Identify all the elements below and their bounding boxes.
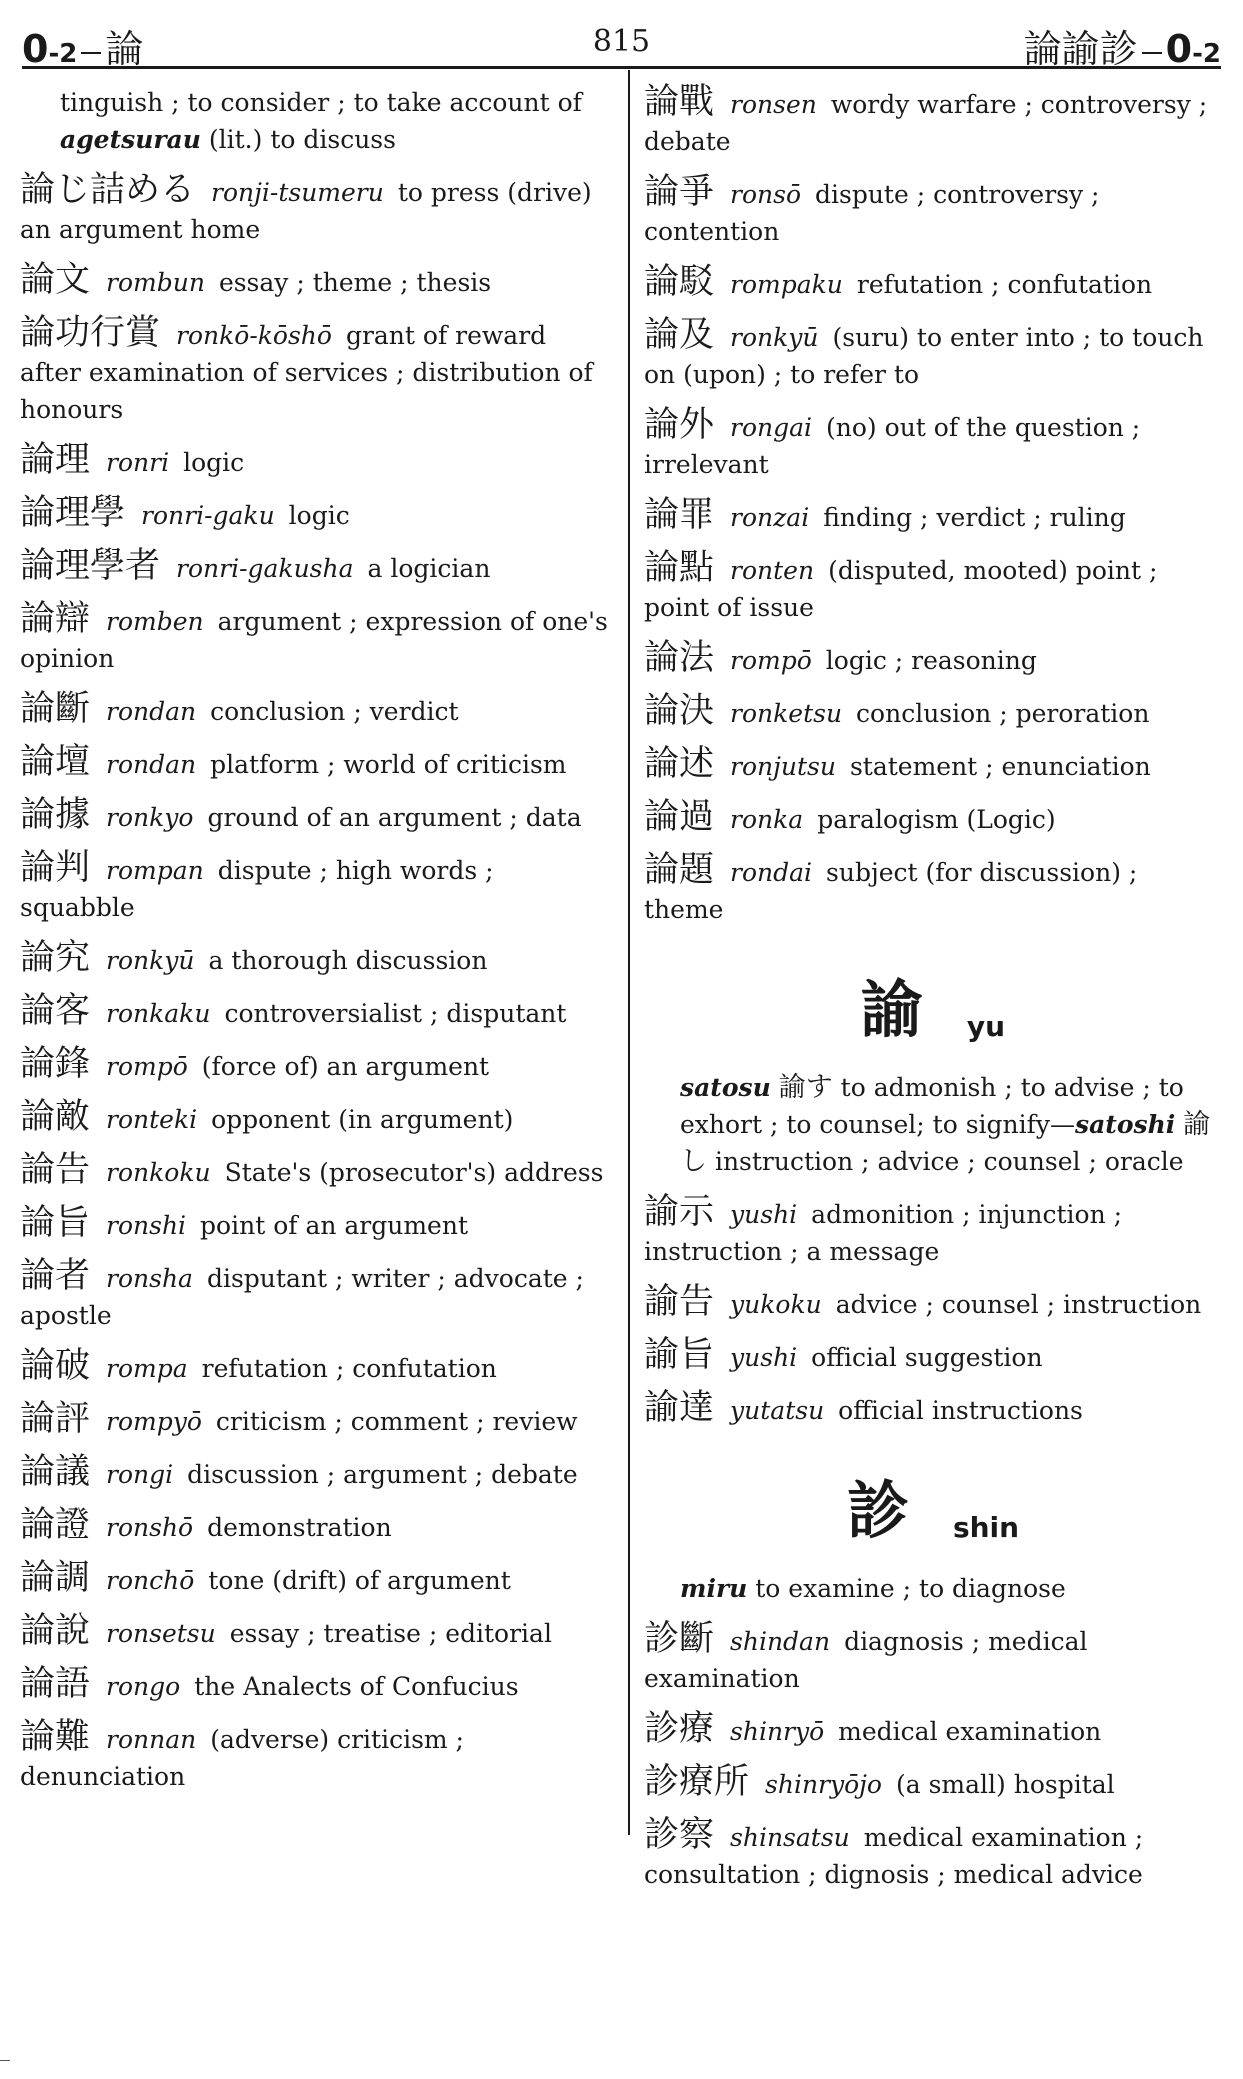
dictionary-entry bbox=[644, 799, 1222, 838]
entry-definition: medical examination bbox=[838, 1717, 1102, 1746]
header-left-kanji: 論 bbox=[105, 27, 144, 71]
entry-reading: ronnan bbox=[106, 1725, 197, 1754]
entry-definition: statement ; enunciation bbox=[849, 752, 1151, 781]
entry-definition: dispute ; high words ; squabble bbox=[20, 856, 494, 922]
header-right-code: 0-2 bbox=[1165, 27, 1221, 71]
entry-definition: demonstration bbox=[207, 1513, 392, 1542]
entry-headword: 論文 bbox=[20, 260, 91, 300]
entry-headword: 論敵 bbox=[20, 1097, 91, 1137]
entry-reading: ronsha bbox=[106, 1264, 193, 1293]
dictionary-entry bbox=[644, 1390, 1222, 1429]
entry-headword: 論究 bbox=[20, 938, 91, 978]
entry-reading: ronkaku bbox=[106, 999, 211, 1028]
dictionary-entry bbox=[644, 317, 1222, 393]
section-heading-shin bbox=[644, 1461, 1222, 1550]
dictionary-entry bbox=[20, 1507, 614, 1546]
entry-headword: 論理學者 bbox=[20, 546, 161, 586]
entry-definition: refutation ; confutation bbox=[856, 270, 1153, 299]
entry-definition: the Analects of Confucius bbox=[194, 1672, 519, 1701]
entry-headword: 論爭 bbox=[644, 172, 715, 212]
entry-headword: 論じ詰める bbox=[20, 170, 196, 210]
entry-definition: medical examination ; consultation ; dignosis ; medical advice bbox=[644, 1823, 1144, 1889]
dictionary-entry bbox=[20, 1719, 614, 1795]
dictionary-entry bbox=[644, 1764, 1222, 1803]
entry-headword: 論斷 bbox=[20, 689, 91, 729]
dictionary-entry bbox=[20, 1205, 614, 1244]
entry-headword: 論決 bbox=[644, 691, 715, 731]
entry-reading: rongi bbox=[106, 1460, 174, 1489]
entry-reading: shindan bbox=[730, 1627, 831, 1656]
entry-reading: yukoku bbox=[730, 1290, 822, 1319]
entry-headword: 論告 bbox=[20, 1150, 91, 1190]
entry-definition: disputant ; writer ; advocate ; apostle bbox=[20, 1264, 584, 1330]
dictionary-entry bbox=[20, 1152, 614, 1191]
dictionary-entry bbox=[20, 1099, 614, 1138]
entry-reading: ronshō bbox=[106, 1513, 194, 1542]
dictionary-entry bbox=[20, 744, 614, 783]
entry-reading: ronkō-kōshō bbox=[176, 321, 332, 350]
dictionary-entry bbox=[644, 264, 1222, 303]
entry-definition: conclusion ; peroration bbox=[856, 699, 1150, 728]
entry-definition: a thorough discussion bbox=[208, 946, 488, 975]
yu-entry-list bbox=[644, 1194, 1222, 1429]
entry-definition: refutation ; confutation bbox=[201, 1354, 497, 1383]
entry-reading: ronzai bbox=[730, 503, 810, 532]
dictionary-entry bbox=[20, 495, 614, 534]
dictionary-entry bbox=[644, 174, 1222, 250]
entry-reading: ronjutsu bbox=[730, 752, 836, 781]
dictionary-entry bbox=[20, 1258, 614, 1334]
entry-definition: to press (drive) an argument home bbox=[20, 178, 592, 244]
intro-term: miru bbox=[680, 1574, 748, 1603]
entry-definition: advice ; counsel ; instruction bbox=[835, 1290, 1202, 1319]
entry-headword: 論理學 bbox=[20, 493, 126, 533]
entry-reading: shinryō bbox=[730, 1717, 825, 1746]
continued-text: tinguish ; to consider ; to take account of bbox=[60, 88, 582, 117]
section-romaji: yu bbox=[966, 1010, 1006, 1043]
dictionary-entry bbox=[644, 1711, 1222, 1750]
entry-reading: yushi bbox=[730, 1343, 798, 1372]
entry-reading: ronsetsu bbox=[106, 1619, 216, 1648]
entry-definition: (a small) hospital bbox=[895, 1770, 1115, 1799]
entry-definition: admonition ; injunction ; instruction ; a message bbox=[644, 1200, 1123, 1266]
entry-reading: ronsō bbox=[730, 180, 801, 209]
entry-reading: shinryōjo bbox=[765, 1770, 882, 1799]
dictionary-entry bbox=[20, 1046, 614, 1085]
dictionary-entry bbox=[20, 172, 614, 248]
dictionary-entry bbox=[20, 1454, 614, 1493]
entry-reading: rondan bbox=[106, 750, 197, 779]
entry-definition: tone (drift) of argument bbox=[208, 1566, 511, 1595]
entry-headword: 論證 bbox=[20, 1505, 91, 1545]
entry-definition: criticism ; comment ; review bbox=[215, 1407, 578, 1436]
dictionary-entry bbox=[20, 1560, 614, 1599]
entry-headword: 論壇 bbox=[20, 742, 91, 782]
entry-headword: 論據 bbox=[20, 795, 91, 835]
entry-headword: 論理 bbox=[20, 440, 91, 480]
page-header bbox=[22, 14, 1221, 71]
entry-definition: official suggestion bbox=[811, 1343, 1043, 1372]
entry-definition: argument ; expression of one's opinion bbox=[20, 607, 608, 673]
intro-definition: to examine ; to diagnose bbox=[747, 1574, 1066, 1603]
entry-definition: paralogism (Logic) bbox=[817, 805, 1056, 834]
entry-headword: 諭旨 bbox=[644, 1335, 715, 1375]
dictionary-entry bbox=[644, 1284, 1222, 1323]
entry-headword: 論戰 bbox=[644, 82, 715, 122]
entry-headword: 論辯 bbox=[20, 599, 91, 639]
entry-reading: ronka bbox=[730, 805, 804, 834]
entry-headword: 診療所 bbox=[644, 1762, 750, 1802]
intro-definition: to admonish ; to advise ; to exhort ; to counsel; to signify— bbox=[680, 1073, 1184, 1139]
dictionary-entry bbox=[644, 746, 1222, 785]
entry-definition: opponent (in argument) bbox=[211, 1105, 514, 1134]
column-divider bbox=[628, 70, 630, 1835]
entry-headword: 論旨 bbox=[20, 1203, 91, 1243]
entry-reading: rondan bbox=[106, 697, 197, 726]
section-romaji: shin bbox=[952, 1511, 1020, 1544]
entry-reading: ronkyū bbox=[106, 946, 195, 975]
entry-reading: rompyō bbox=[106, 1407, 202, 1436]
entry-definition: diagnosis ; medical examination bbox=[644, 1627, 1088, 1693]
dictionary-entry bbox=[20, 1348, 614, 1387]
continued-entry bbox=[20, 84, 614, 158]
dictionary-entry bbox=[20, 442, 614, 481]
entry-definition: subject (for discussion) ; theme bbox=[644, 858, 1138, 924]
entry-definition: finding ; verdict ; ruling bbox=[823, 503, 1126, 532]
dictionary-entry bbox=[644, 852, 1222, 928]
entry-reading: rompa bbox=[106, 1354, 188, 1383]
entry-definition: (force of) an argument bbox=[201, 1052, 490, 1081]
intro-kanji: 諭す bbox=[778, 1072, 833, 1103]
ron-entry-list bbox=[644, 84, 1222, 928]
entry-reading: ronkyū bbox=[730, 323, 819, 352]
dictionary-entry bbox=[20, 315, 614, 428]
entry-reading: rompō bbox=[730, 646, 812, 675]
dictionary-entry bbox=[644, 550, 1222, 626]
entry-headword: 診療 bbox=[644, 1709, 715, 1749]
dictionary-entry bbox=[644, 84, 1222, 160]
entry-reading: rongo bbox=[106, 1672, 181, 1701]
dictionary-entry bbox=[20, 548, 614, 587]
shin-entry-list bbox=[644, 1621, 1222, 1893]
section-heading-yu bbox=[644, 960, 1222, 1049]
entry-headword: 論判 bbox=[20, 848, 91, 888]
dictionary-entry bbox=[20, 1666, 614, 1705]
entry-headword: 論及 bbox=[644, 315, 715, 355]
page-number: 815 bbox=[592, 24, 651, 59]
entry-headword: 論題 bbox=[644, 850, 715, 890]
entry-reading: yutatsu bbox=[730, 1396, 825, 1425]
section-intro-yu bbox=[644, 1069, 1222, 1180]
entry-definition: (no) out of the question ; irrelevant bbox=[644, 413, 1141, 479]
entry-definition: logic ; reasoning bbox=[825, 646, 1037, 675]
entry-headword: 論客 bbox=[20, 991, 91, 1031]
entry-reading: rondai bbox=[730, 858, 813, 887]
intro-term-2: satoshi bbox=[1075, 1110, 1176, 1139]
right-column bbox=[644, 84, 1222, 1907]
entry-headword: 論鋒 bbox=[20, 1044, 91, 1084]
entry-definition: wordy warfare ; controversy ; debate bbox=[644, 90, 1208, 156]
continued-term: agetsurau bbox=[60, 125, 201, 154]
dictionary-entry bbox=[20, 1401, 614, 1440]
entry-reading: ronkoku bbox=[106, 1158, 211, 1187]
entry-reading: ronchō bbox=[106, 1566, 195, 1595]
entry-headword: 診察 bbox=[644, 1815, 715, 1855]
entry-headword: 論說 bbox=[20, 1611, 91, 1651]
header-left-code: 0-2 bbox=[22, 27, 78, 71]
entry-reading: ronten bbox=[730, 556, 815, 585]
entry-definition: (suru) to enter into ; to touch on (upon) ; to refer to bbox=[644, 323, 1204, 389]
entry-definition: platform ; world of criticism bbox=[210, 750, 567, 779]
dictionary-entry bbox=[644, 1194, 1222, 1270]
entry-headword: 論外 bbox=[644, 405, 715, 445]
entry-reading: ronsen bbox=[730, 90, 817, 119]
entry-reading: ronji-tsumeru bbox=[211, 178, 384, 207]
intro-term: satosu bbox=[680, 1073, 771, 1102]
entry-definition: essay ; treatise ; editorial bbox=[229, 1619, 552, 1648]
entry-definition: conclusion ; verdict bbox=[210, 697, 459, 726]
entry-headword: 診斷 bbox=[644, 1619, 715, 1659]
section-kanji: 諭 bbox=[860, 973, 923, 1046]
entry-definition: (disputed, mooted) point ; point of issue bbox=[644, 556, 1158, 622]
dictionary-entry bbox=[644, 640, 1222, 679]
section-intro-shin bbox=[644, 1570, 1222, 1607]
entry-headword: 論功行賞 bbox=[20, 313, 161, 353]
dictionary-entry bbox=[644, 693, 1222, 732]
entry-reading: ronketsu bbox=[730, 699, 843, 728]
entry-headword: 論者 bbox=[20, 1256, 91, 1296]
section-kanji: 診 bbox=[846, 1474, 909, 1547]
dictionary-entry bbox=[20, 940, 614, 979]
entry-reading: ronkyo bbox=[106, 803, 194, 832]
entry-definition: State's (prosecutor's) address bbox=[224, 1158, 604, 1187]
entry-reading: rongai bbox=[730, 413, 813, 442]
intro-kanji-2: 諭し bbox=[680, 1109, 1211, 1177]
entry-headword: 諭示 bbox=[644, 1192, 715, 1232]
dictionary-entry bbox=[644, 497, 1222, 536]
entry-headword: 論罪 bbox=[644, 495, 715, 535]
intro-definition-2: instruction ; advice ; counsel ; oracle bbox=[707, 1147, 1184, 1176]
entry-reading: rompō bbox=[106, 1052, 188, 1081]
continued-definition: (lit.) to discuss bbox=[200, 125, 396, 154]
left-column bbox=[20, 84, 614, 1809]
entry-definition: discussion ; argument ; debate bbox=[187, 1460, 578, 1489]
dictionary-entry bbox=[20, 850, 614, 926]
entry-headword: 論點 bbox=[644, 548, 715, 588]
entry-definition: controversialist ; disputant bbox=[224, 999, 567, 1028]
entry-definition: essay ; theme ; thesis bbox=[218, 268, 492, 297]
entry-reading: rompaku bbox=[730, 270, 843, 299]
entry-reading: ronteki bbox=[106, 1105, 198, 1134]
entry-reading: ronshi bbox=[106, 1211, 187, 1240]
entry-reading: yushi bbox=[730, 1200, 798, 1229]
entry-definition: dispute ; controversy ; contention bbox=[644, 180, 1100, 246]
entry-reading: rombun bbox=[106, 268, 205, 297]
entry-headword: 論述 bbox=[644, 744, 715, 784]
entry-headword: 論評 bbox=[20, 1399, 91, 1439]
entry-headword: 論法 bbox=[644, 638, 715, 678]
entry-definition: (adverse) criticism ; denunciation bbox=[20, 1725, 464, 1791]
entry-definition: official instructions bbox=[838, 1396, 1083, 1425]
entry-definition: logic bbox=[183, 448, 245, 477]
header-right-kanji: 論諭診 bbox=[1023, 27, 1138, 71]
entry-reading: ronri-gakusha bbox=[176, 554, 354, 583]
dictionary-entry bbox=[644, 1817, 1222, 1893]
dictionary-entry bbox=[20, 691, 614, 730]
entry-headword: 諭達 bbox=[644, 1388, 715, 1428]
entry-definition: point of an argument bbox=[200, 1211, 469, 1240]
header-rule bbox=[22, 66, 1221, 69]
left-entry-list bbox=[20, 172, 614, 1795]
entry-headword: 論過 bbox=[644, 797, 715, 837]
entry-headword: 論語 bbox=[20, 1664, 91, 1704]
entry-headword: 論破 bbox=[20, 1346, 91, 1386]
entry-reading: rompan bbox=[106, 856, 204, 885]
entry-definition: ground of an argument ; data bbox=[207, 803, 582, 832]
entry-headword: 論議 bbox=[20, 1452, 91, 1492]
dictionary-entry bbox=[644, 1337, 1222, 1376]
entry-reading: romben bbox=[106, 607, 204, 636]
entry-headword: 論難 bbox=[20, 1717, 91, 1757]
dictionary-entry bbox=[20, 797, 614, 836]
dictionary-entry bbox=[20, 993, 614, 1032]
entry-definition: logic bbox=[288, 501, 350, 530]
entry-headword: 論駁 bbox=[644, 262, 715, 302]
entry-reading: shinsatsu bbox=[730, 1823, 850, 1852]
entry-definition: a logician bbox=[367, 554, 491, 583]
entry-headword: 諭告 bbox=[644, 1282, 715, 1322]
dictionary-entry bbox=[644, 407, 1222, 483]
header-right bbox=[1024, 18, 1221, 73]
entry-headword: 論調 bbox=[20, 1558, 91, 1598]
dictionary-entry bbox=[20, 262, 614, 301]
entry-reading: ronri-gaku bbox=[141, 501, 275, 530]
entry-reading: ronri bbox=[106, 448, 170, 477]
dictionary-entry bbox=[644, 1621, 1222, 1697]
dictionary-entry bbox=[20, 1613, 614, 1652]
entry-definition: grant of reward after examination of services ; distribution of honours bbox=[20, 321, 593, 424]
dictionary-entry bbox=[20, 601, 614, 677]
page-edge-mark bbox=[0, 2060, 10, 2061]
